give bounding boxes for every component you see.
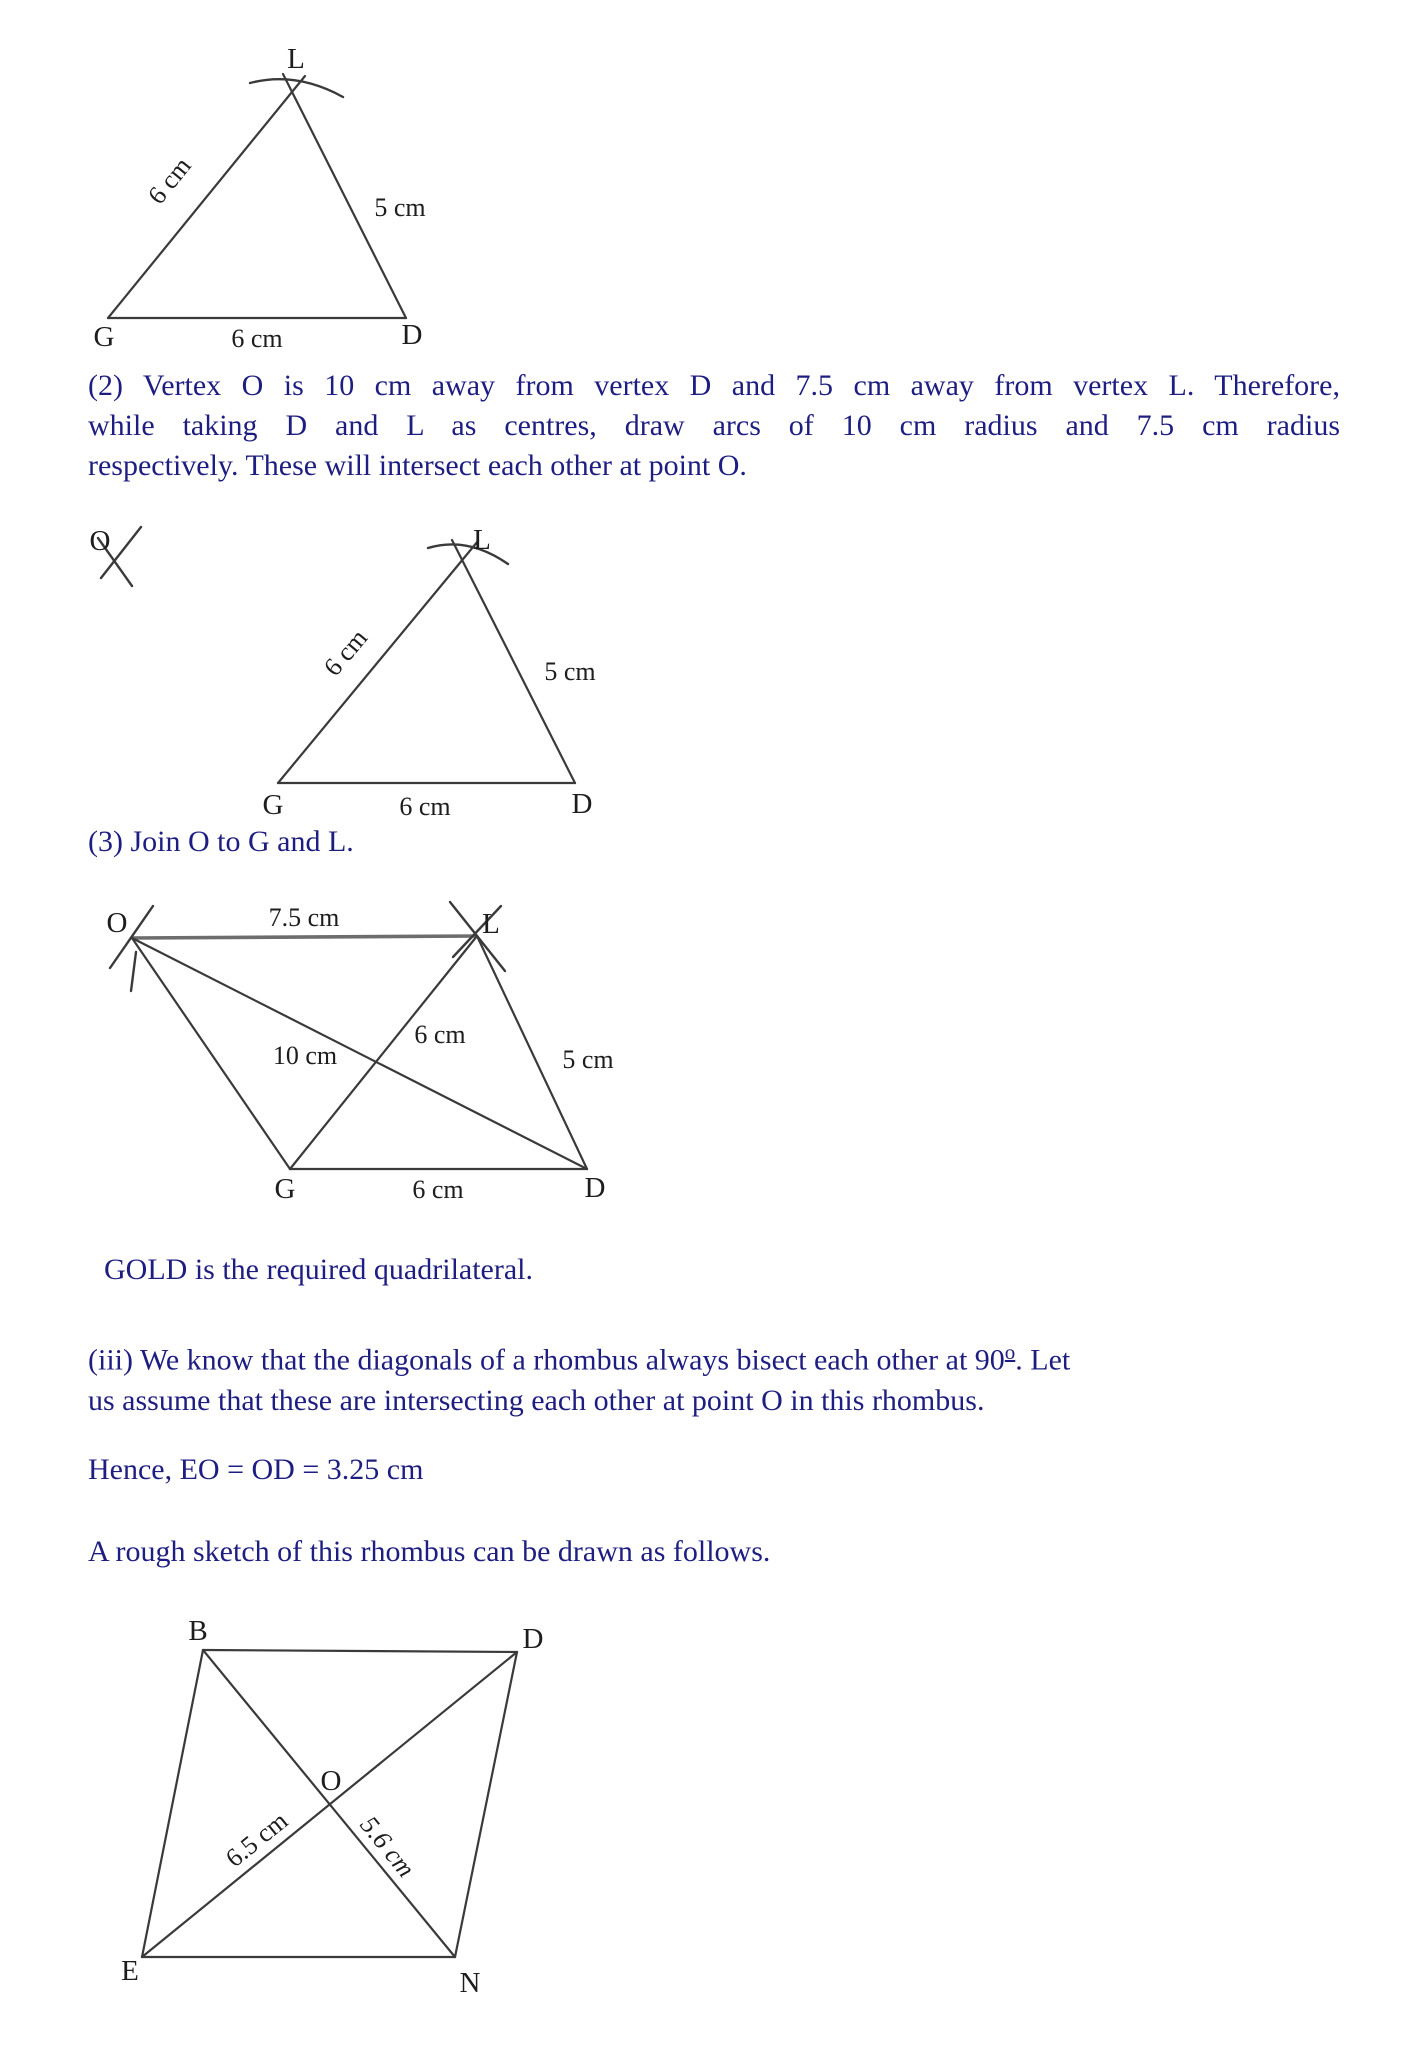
measure-OL: 7.5 cm bbox=[268, 903, 340, 932]
paragraph-iii-line2: us assume that these are intersecting each other at point O in this rhombus. bbox=[88, 1383, 985, 1417]
vertex-label-B: B bbox=[188, 1615, 208, 1647]
vertex-label-N: N bbox=[459, 1967, 481, 1999]
diagram-triangle-gdl-with-O bbox=[0, 500, 660, 820]
vertex-label-L: L bbox=[482, 908, 500, 940]
measure-base-GD: 6 cm bbox=[231, 324, 283, 353]
vertex-label-O: O bbox=[106, 907, 128, 939]
diagram-rhombus-bdne bbox=[0, 1600, 640, 2030]
line-GL bbox=[278, 541, 478, 783]
vertex-label-D: D bbox=[571, 788, 593, 820]
paragraph-step2-line2: while taking D and L as centres, draw arcs of 10 cm radius and 7.5 cm radius bbox=[88, 409, 1340, 442]
vertex-label-G: G bbox=[93, 321, 115, 353]
line-GL bbox=[108, 76, 305, 318]
degree-ordinal-mark: o bbox=[1004, 1340, 1016, 1364]
center-label-O: O bbox=[320, 1765, 342, 1797]
diagram-triangle-gdl-1 bbox=[0, 0, 470, 360]
vertex-label-G: G bbox=[262, 789, 284, 820]
paragraph-iii bbox=[88, 1332, 1346, 1421]
conclusion-gold: GOLD is the required quadrilateral. bbox=[104, 1253, 534, 1286]
line-OG bbox=[132, 938, 290, 1169]
paragraph-iii-line1-tail: . Let bbox=[1015, 1343, 1071, 1377]
vertex-label-G: G bbox=[274, 1173, 296, 1205]
measure-side-GL: 6 cm bbox=[141, 151, 197, 210]
side-EB bbox=[142, 1650, 203, 1957]
diagonal-OD bbox=[132, 938, 587, 1169]
measure-diagonal-ED: 6.5 cm bbox=[220, 1805, 294, 1873]
measure-base-GD: 6 cm bbox=[412, 1175, 464, 1204]
measure-side-DL: 5 cm bbox=[544, 657, 596, 686]
paragraph-step2-line3: respectively. These will intersect each other at point O. bbox=[88, 449, 747, 482]
paragraph-iii-line1-text: (iii) We know that the diagonals of a rhombus always bisect each other at 90 bbox=[88, 1343, 1005, 1377]
side-BD bbox=[203, 1650, 517, 1652]
arc-cross-O-2 bbox=[131, 952, 136, 991]
measure-side-DL: 5 cm bbox=[374, 193, 426, 222]
vertex-label-L: L bbox=[287, 43, 305, 75]
line-OL bbox=[132, 936, 477, 938]
measure-diagonal-OD: 10 cm bbox=[272, 1041, 338, 1070]
measure-LD: 5 cm bbox=[562, 1045, 614, 1074]
hence-statement: Hence, EO = OD = 3.25 cm bbox=[88, 1453, 424, 1486]
measure-diagonal-GL: 6 cm bbox=[414, 1020, 466, 1049]
diagonal-BN bbox=[203, 1650, 455, 1957]
side-DN bbox=[455, 1652, 517, 1957]
diagram-quadrilateral-gold bbox=[0, 895, 660, 1225]
vertex-label-L: L bbox=[473, 524, 491, 556]
paragraph-step2-line1: (2) Vertex O is 10 cm away from vertex D and 7.5 cm away from vertex L. Therefore, bbox=[88, 369, 1340, 402]
paragraph-step2 bbox=[88, 366, 1340, 486]
paragraph-step3: (3) Join O to G and L. bbox=[88, 825, 354, 858]
paragraph-iii-line1 bbox=[88, 1332, 1346, 1381]
point-label-O: O bbox=[89, 525, 111, 557]
vertex-label-D: D bbox=[584, 1172, 606, 1204]
vertex-label-D: D bbox=[401, 319, 423, 351]
measure-diagonal-BN: 5.6 cm bbox=[354, 1810, 421, 1883]
vertex-label-D: D bbox=[522, 1623, 544, 1655]
measure-base-GD: 6 cm bbox=[399, 792, 451, 820]
vertex-label-E: E bbox=[121, 1955, 139, 1987]
measure-side-GL: 6 cm bbox=[317, 623, 374, 682]
rough-sketch-statement: A rough sketch of this rhombus can be drawn as follows. bbox=[88, 1535, 771, 1568]
